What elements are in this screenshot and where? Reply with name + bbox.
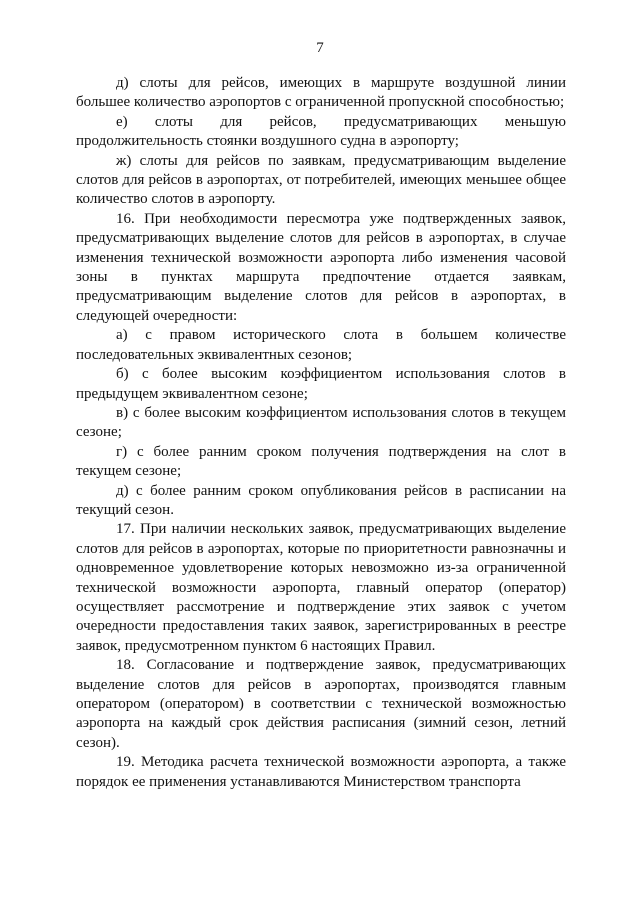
page-number: 7: [316, 40, 324, 56]
item-zh-fewer-total-slots: ж) слоты для рейсов по заявкам, предусматривающим выделение слотов для рейсов в аэропортах, от потребителей, имеющих меньшее общее количество слотов в аэропорту.: [76, 152, 566, 208]
item-d-flights-with-more-airports: д) слоты для рейсов, имеющих в маршруте воздушной линии большее количество аэропортов с ограниченной пропускной способностью;: [76, 75, 566, 111]
clause-16-revision-priority: 16. При необходимости пересмотра уже подтвержденных заявок, предусматривающих выделение слотов для рейсов в аэропортах, в случае изменения технической возможности аэропорта либо изменения часовой зоны в пунктах маршрута предпочтение отдается заявкам, предусматривающим выделение слотов для рейсов в аэропортах, в следующей очередности:: [76, 210, 566, 324]
item-g-earlier-confirmation: г) с более ранним сроком получения подтверждения на слот в текущем сезоне;: [76, 443, 566, 480]
clause-17-equal-priority: 17. При наличии нескольких заявок, предусматривающих выделение слотов для рейсов в аэропортах, которые по приоритетности равнозначны и одновременное удовлетворение которых невозможно из-за ограниченной технической возможности аэропорта, главный оператор (оператор) осуществляет рассмотрение и подтверждение этих заявок с учетом очередности предоставления таких заявок, зарегистрированных в реестре заявок, предусмотренном пунктом 6 настоящих Правил.: [76, 521, 566, 654]
item-a-historical-slot: а) с правом исторического слота в большем количестве последовательных эквивалентных сезонов;: [76, 327, 566, 363]
document-body: [76, 74, 566, 792]
item-b-previous-season-usage: б) с более высоким коэффициентом использования слотов в предыдущем эквивалентном сезоне;: [76, 366, 566, 402]
clause-18-approval: 18. Согласование и подтверждение заявок, предусматривающих выделение слотов для рейсов в аэропортах, производятся главным оператором (оператором) в соответствии с технической возможностью аэропорта на каждый срок действия расписания (зимний сезон, летний сезон).: [76, 657, 566, 751]
item-d-earlier-publication: д) с более ранним сроком опубликования рейсов в расписании на текущий сезон.: [76, 482, 566, 518]
item-e-shorter-parking-duration: е) слоты для рейсов, предусматривающих меньшую продолжительность стоянки воздушного судна в аэропорту;: [76, 113, 566, 150]
item-v-current-season-usage: в) с более высоким коэффициентом использования слотов в текущем сезоне;: [76, 404, 566, 441]
clause-19-methodology: 19. Методика расчета технической возможности аэропорта, а также порядок ее применения устанавливаются Министерством транспорта: [76, 754, 566, 790]
